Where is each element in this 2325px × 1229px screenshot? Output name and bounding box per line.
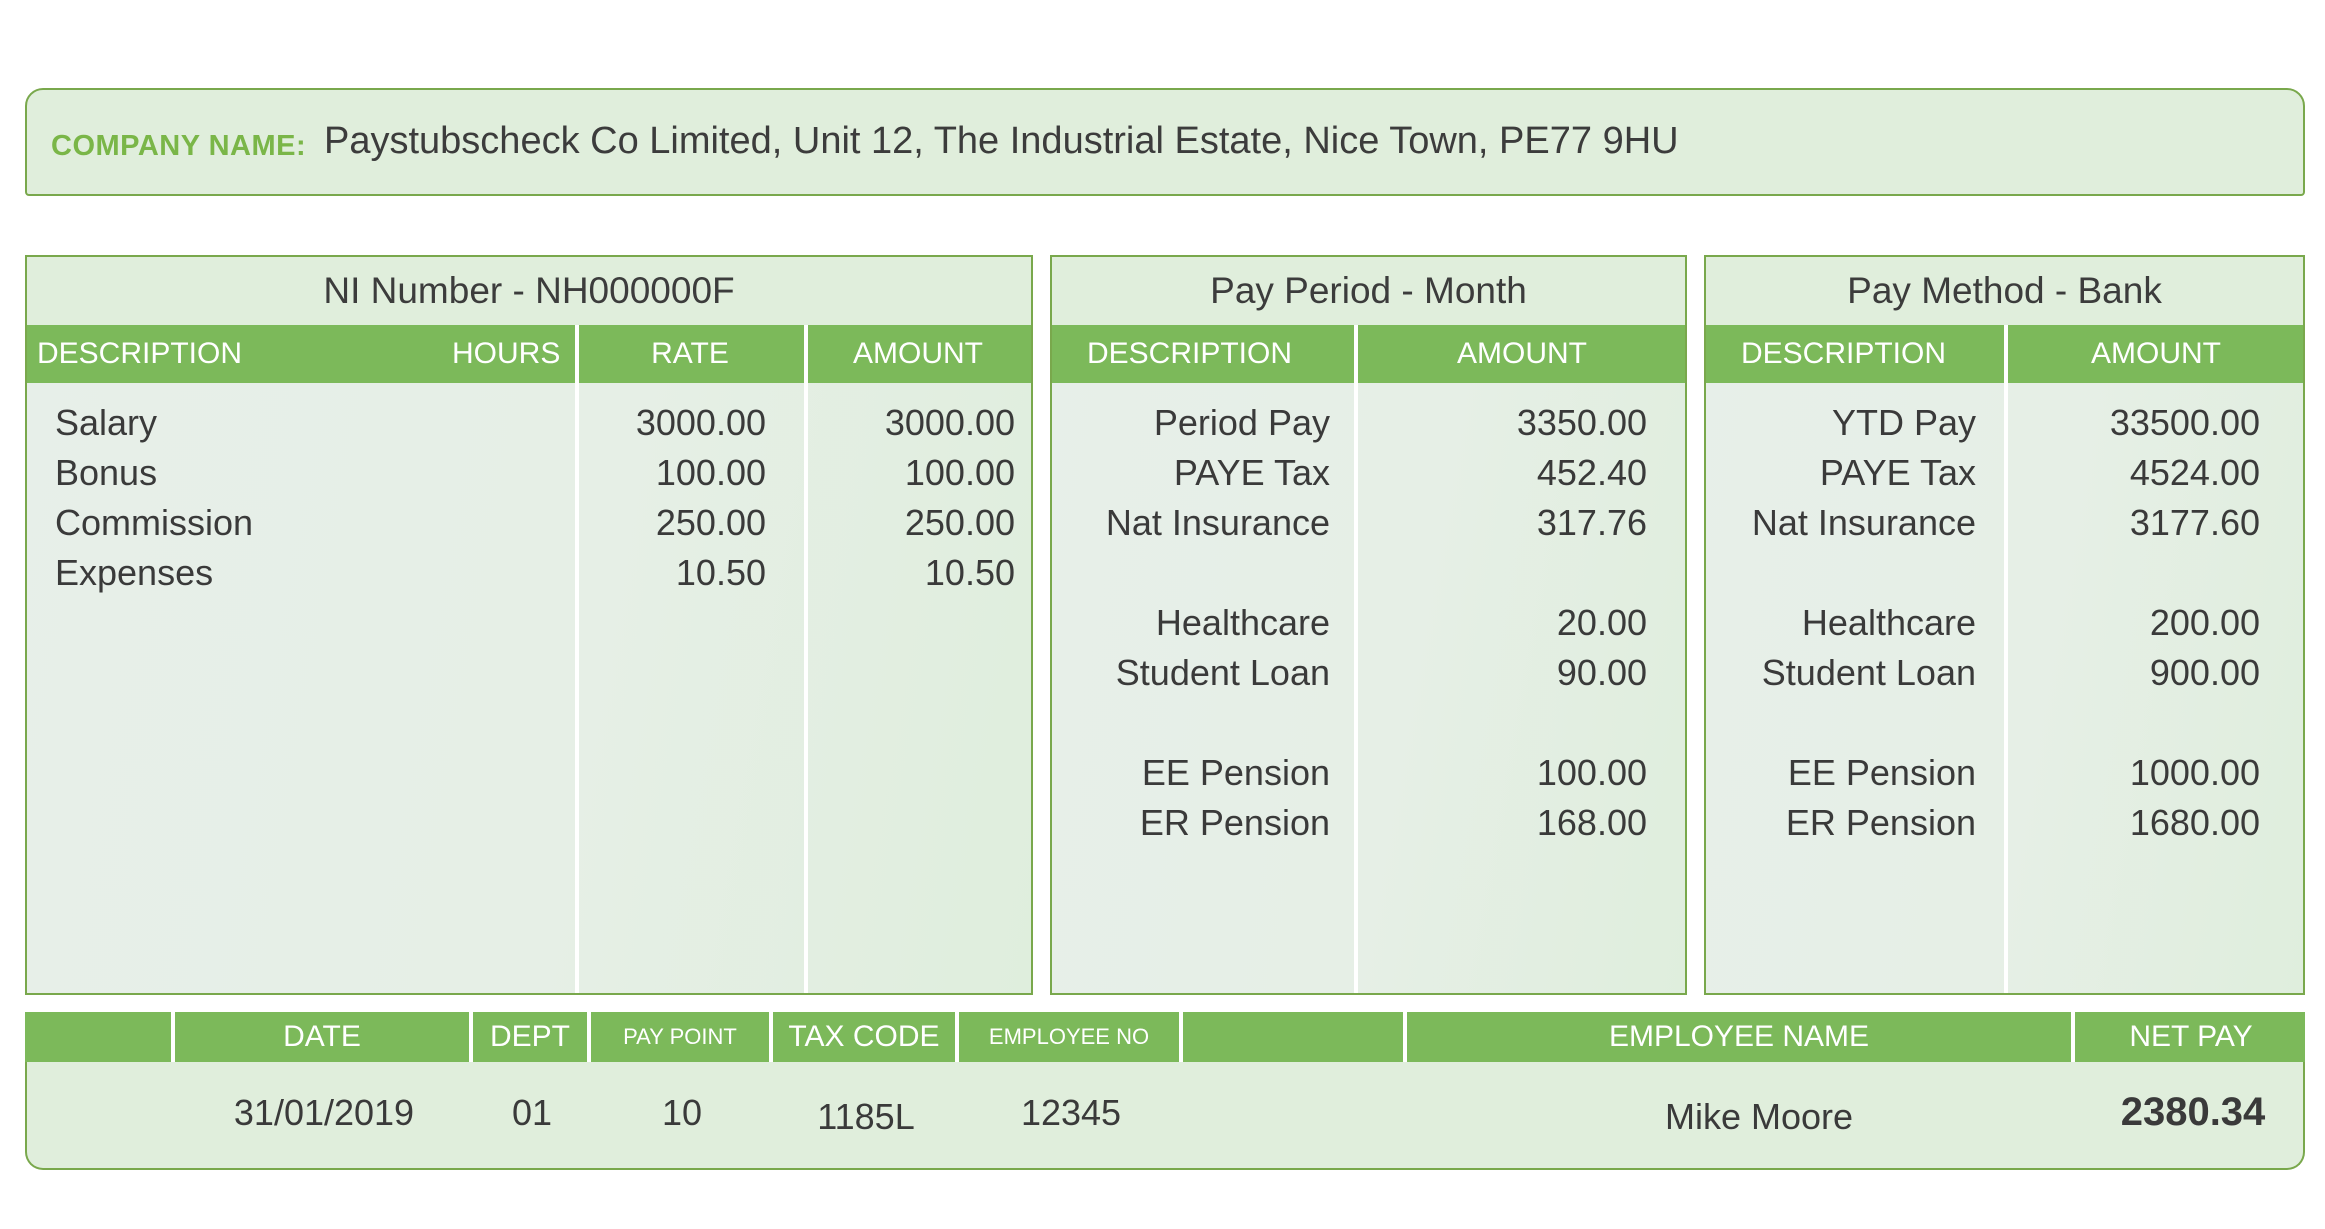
earnings-row-description: Salary <box>55 402 158 443</box>
pay-point-value: 10 <box>661 1092 703 1133</box>
ytd-row-amount: 33500.00 <box>2109 402 2260 443</box>
ytd-row-amount: 200.00 <box>2149 602 2260 643</box>
pay-method-box <box>1704 255 2305 995</box>
period-row-description: Student Loan <box>1115 652 1330 693</box>
period-header-row <box>1052 325 1685 383</box>
net-pay-header: NET PAY <box>2129 1020 2253 1053</box>
date-header: DATE <box>283 1020 361 1053</box>
earnings-row-amount: 250.00 <box>904 502 1015 543</box>
ytd-row-description: Healthcare <box>1801 602 1976 643</box>
earnings-row-description: Bonus <box>55 452 158 493</box>
summary-header-row <box>25 1012 2305 1062</box>
employee-name-value: Mike Moore <box>1664 1096 1854 1137</box>
period-row-description: Healthcare <box>1155 602 1330 643</box>
ytd-row-description: Student Loan <box>1761 652 1976 693</box>
period-row-amount: 90.00 <box>1556 652 1647 693</box>
tax-code-header: TAX CODE <box>788 1020 940 1053</box>
ytd-divider <box>2004 325 2008 993</box>
period-row-amount: 20.00 <box>1556 602 1647 643</box>
earnings-row-rate: 3000.00 <box>635 402 766 443</box>
company-label: COMPANY NAME: <box>51 130 307 162</box>
date-value: 31/01/2019 <box>233 1092 415 1133</box>
tax-code-value: 1185L <box>817 1096 915 1137</box>
earnings-rate-header: RATE <box>651 337 729 370</box>
period-row-amount: 100.00 <box>1536 752 1647 793</box>
earnings-row-amount: 3000.00 <box>884 402 1015 443</box>
ytd-row-amount: 4524.00 <box>2129 452 2260 493</box>
period-row-description: Nat Insurance <box>1105 502 1330 543</box>
dept-header: DEPT <box>489 1020 570 1053</box>
earnings-row-amount: 10.50 <box>924 552 1015 593</box>
net-pay-value: 2380.34 <box>2120 1090 2266 1134</box>
ytd-row-description: PAYE Tax <box>1819 452 1976 493</box>
company-header <box>25 88 2305 196</box>
summary-divider <box>1179 1012 1183 1062</box>
earnings-row-rate: 10.50 <box>675 552 766 593</box>
earnings-box <box>25 255 1033 995</box>
earnings-row-rate: 100.00 <box>655 452 766 493</box>
earnings-hours-header: HOURS <box>452 337 561 370</box>
period-row-amount: 168.00 <box>1536 802 1647 843</box>
earnings-description-header: DESCRIPTION <box>37 337 243 370</box>
ytd-row-description: EE Pension <box>1787 752 1976 793</box>
ytd-row-amount: 1680.00 <box>2129 802 2260 843</box>
earnings-row-description: Commission <box>55 502 254 543</box>
employee-no-header: EMPLOYEE NO <box>988 1024 1150 1049</box>
ytd-row-description: YTD Pay <box>1831 402 1976 443</box>
ytd-amount-header: AMOUNT <box>2091 337 2221 370</box>
earnings-header-row <box>27 325 1031 383</box>
employee-summary <box>25 1012 2305 1170</box>
pay-period-box <box>1050 255 1687 995</box>
ytd-row-amount: 1000.00 <box>2129 752 2260 793</box>
ytd-row-description: Nat Insurance <box>1751 502 1976 543</box>
employee-no-value: 12345 <box>1020 1092 1122 1133</box>
period-row-description: EE Pension <box>1141 752 1330 793</box>
pay-point-header: PAY POINT <box>623 1024 737 1049</box>
dept-value: 01 <box>511 1092 553 1133</box>
period-row-description: ER Pension <box>1139 802 1330 843</box>
earnings-row-rate: 250.00 <box>655 502 766 543</box>
period-description-header: DESCRIPTION <box>1087 337 1293 370</box>
company-address: Paystubscheck Co Limited, Unit 12, The Industrial Estate, Nice Town, PE77 9HU <box>324 120 1679 162</box>
period-row-amount: 3350.00 <box>1516 402 1647 443</box>
earnings-row-description: Expenses <box>55 552 214 593</box>
pay-period-title: Pay Period - Month <box>1052 257 1685 325</box>
period-row-amount: 317.76 <box>1536 502 1647 543</box>
period-row-description: PAYE Tax <box>1173 452 1330 493</box>
period-row-description: Period Pay <box>1153 402 1330 443</box>
period-row-amount: 452.40 <box>1536 452 1647 493</box>
period-amount-header: AMOUNT <box>1457 337 1587 370</box>
ytd-row-description: ER Pension <box>1785 802 1976 843</box>
ytd-description-header: DESCRIPTION <box>1741 337 1947 370</box>
earnings-row-amount: 100.00 <box>904 452 1015 493</box>
ytd-row-amount: 3177.60 <box>2129 502 2260 543</box>
ni-number-title: NI Number - NH000000F <box>27 257 1031 325</box>
pay-method-title: Pay Method - Bank <box>1706 257 2303 325</box>
earnings-amount-header: AMOUNT <box>853 337 983 370</box>
period-divider <box>1354 325 1358 993</box>
ytd-row-amount: 900.00 <box>2149 652 2260 693</box>
employee-name-header: EMPLOYEE NAME <box>1608 1020 1870 1053</box>
